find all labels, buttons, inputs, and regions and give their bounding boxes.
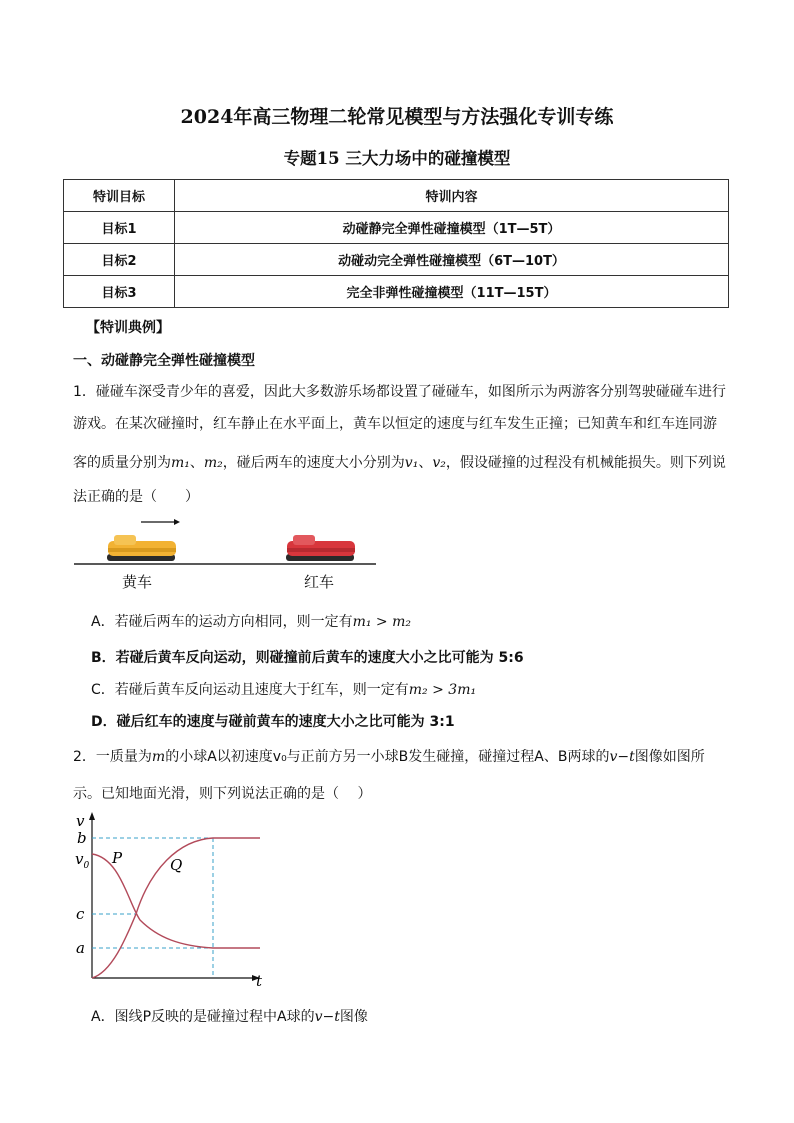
q2-line-1 xyxy=(73,746,705,766)
q1-text: ，假设碰撞的过程没有机械能损失。则下列说 xyxy=(445,455,726,471)
separator: 、 xyxy=(418,455,433,471)
table-row xyxy=(64,212,729,244)
yellow-car-icon xyxy=(107,532,176,561)
option-text: C．若碰后黄车反向运动且速度大于红车，则一定有 xyxy=(91,682,409,698)
q1-text: 客的质量分别为 xyxy=(73,455,171,471)
vt-graph xyxy=(70,810,270,995)
table-header-cell: 特训目标 xyxy=(64,180,175,212)
option-math: m₁ > m₂ xyxy=(352,614,411,630)
option-math: m₂ > 3m₁ xyxy=(408,682,477,698)
t-axis-label: t xyxy=(256,972,263,990)
q2-text: 图像如图所 xyxy=(634,749,705,765)
label-p: P xyxy=(112,849,123,867)
option-text: A．图线P反映的是碰撞过程中A球的 xyxy=(91,1009,315,1025)
math-m: m xyxy=(151,749,166,765)
q1-option-b: B．若碰后黄车反向运动，则碰撞前后黄车的速度大小之比可能为 5:6 xyxy=(91,650,524,666)
q2-text: 的小球A以初速度v₀与正前方另一小球B发生碰撞，碰撞过程A、B两球的 xyxy=(165,749,610,765)
table-cell: 动碰静完全弹性碰撞模型（1T—5T） xyxy=(175,212,729,244)
table-cell: 目标1 xyxy=(64,212,175,244)
page-subtitle: 专题15 三大力场中的碰撞模型 xyxy=(283,149,511,168)
table-cell: 动碰动完全弹性碰撞模型（6T—10T） xyxy=(175,244,729,276)
label-q: Q xyxy=(170,856,183,874)
label-c: c xyxy=(76,905,85,923)
q1-text: ，碰后两车的速度大小分别为 xyxy=(222,455,405,471)
table-header-cell: 特训内容 xyxy=(175,180,729,212)
math-m2: m₂ xyxy=(203,455,223,471)
q1-line-3 xyxy=(73,452,726,472)
q2-option-a xyxy=(91,1006,368,1026)
velocity-arrow-head xyxy=(174,519,180,525)
q2-line-2: 示。已知地面光滑，则下列说法正确的是（ ） xyxy=(73,786,372,802)
goals-table xyxy=(63,179,729,308)
v-axis-label: v xyxy=(76,812,85,830)
option-text: A．若碰后两车的运动方向相同，则一定有 xyxy=(91,614,353,630)
section-heading: 【特训典例】 xyxy=(86,320,170,336)
math-v2: v₂ xyxy=(432,455,446,471)
math-vt: v−t xyxy=(609,749,635,765)
table-cell: 完全非弹性碰撞模型（11T—15T） xyxy=(175,276,729,308)
label-v0: $v_0$ xyxy=(75,850,90,871)
v-axis-arrow xyxy=(89,812,95,820)
q1-option-c xyxy=(91,679,476,699)
table-row xyxy=(64,276,729,308)
option-text: 图像 xyxy=(339,1009,368,1025)
yellow-car-label: 黄车 xyxy=(122,573,153,591)
q1-line-1: 1．碰碰车深受青少年的喜爱，因此大多数游乐场都设置了碰碰车，如图所示为两游客分别驾驶碰碰车进行 xyxy=(73,384,726,400)
label-a: a xyxy=(76,939,85,957)
q1-option-d: D．碰后红车的速度与碰前黄车的速度大小之比可能为 3:1 xyxy=(91,714,455,730)
table-cell: 目标2 xyxy=(64,244,175,276)
red-car-label: 红车 xyxy=(304,573,335,591)
q1-line-4: 法正确的是（ ） xyxy=(73,489,199,505)
label-b: b xyxy=(77,829,87,847)
separator: 、 xyxy=(189,455,204,471)
table-row xyxy=(64,244,729,276)
table-cell: 目标3 xyxy=(64,276,175,308)
math-m1: m₁ xyxy=(171,455,190,471)
red-car-icon xyxy=(286,532,355,561)
math-v1: v₁ xyxy=(404,455,419,471)
part-heading: 一、动碰静完全弹性碰撞模型 xyxy=(73,353,255,369)
q2-text: 2．一质量为 xyxy=(73,749,152,765)
math-vt: v−t xyxy=(314,1009,340,1025)
q1-line-2: 游戏。在某次碰撞时，红车静止在水平面上，黄车以恒定的速度与红车发生正撞；已知黄车和红车连同游 xyxy=(73,416,717,432)
table-header-row xyxy=(64,180,729,212)
q1-option-a xyxy=(91,611,411,631)
page-title: 2024年高三物理二轮常见模型与方法强化专训专练 xyxy=(180,106,614,128)
